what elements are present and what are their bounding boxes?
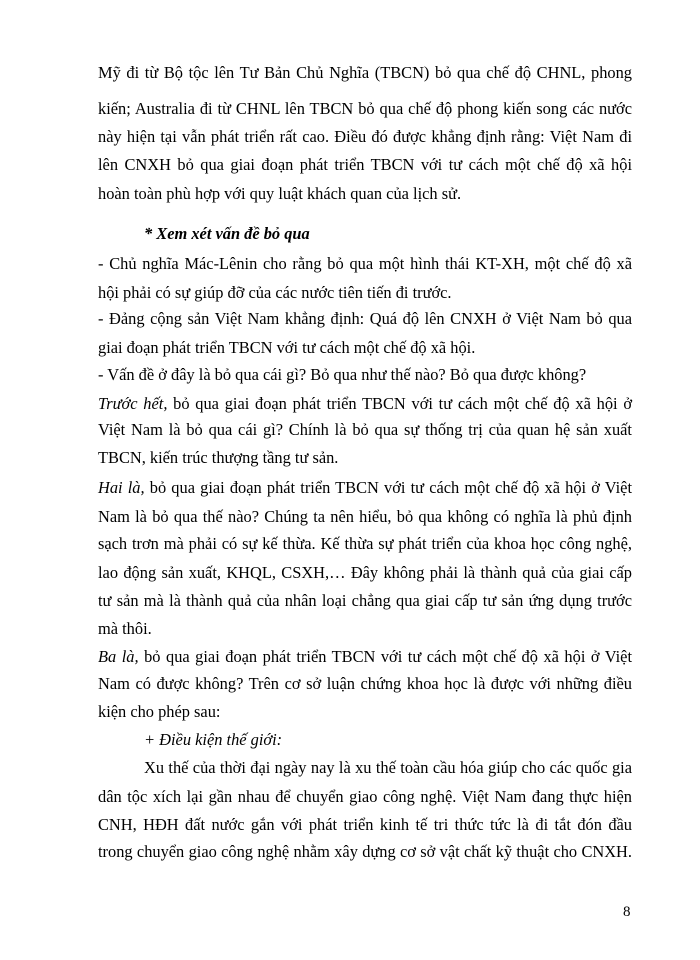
text-line (98, 420, 632, 440)
line-text: giai đoạn phát triển TBCN với tư cách một chế độ xã hội. (98, 338, 476, 357)
text-line (98, 815, 632, 835)
text-line (98, 254, 632, 274)
line-text: Xu thế của thời đại ngày nay là xu thế toàn cầu hóa giúp cho các quốc gia (144, 758, 632, 777)
text-line (98, 338, 632, 358)
page-number: 8 (623, 904, 631, 920)
text-line (98, 702, 632, 722)
line-text: bỏ qua giai đoạn phát triển TBCN với tư cách một chế độ xã hội ở Việt (138, 647, 633, 666)
text-line (98, 507, 632, 527)
line-text: - Chủ nghĩa Mác-Lênin cho rằng bỏ qua một hình thái KT-XH, một chế độ xã (98, 254, 632, 273)
line-text: + Điều kiện thế giới: (144, 730, 283, 749)
line-text: tư sản mà là thành quả của nhân loại chẳng qua giai cấp tư sản ứng dụng trước (98, 591, 632, 610)
text-line (98, 184, 632, 204)
text-line (98, 155, 632, 175)
text-line (144, 730, 632, 750)
text-line (98, 674, 632, 694)
line-text: Việt Nam là bỏ qua cái gì? Chính là bỏ qua sự thống trị của quan hệ sản xuất (98, 420, 632, 439)
text-line (144, 224, 632, 244)
line-text: kiện cho phép sau: (98, 702, 221, 721)
paragraph-lead: Ba là, (98, 647, 139, 666)
line-text: sạch trơn mà phải có sự kế thừa. Kế thừa sự phát triển của khoa học công nghệ, (98, 534, 632, 553)
line-text: - Vấn đề ở đây là bỏ qua cái gì? Bỏ qua như thế nào? Bỏ qua được không? (98, 365, 587, 384)
text-line (98, 842, 632, 862)
line-text: Nam là bỏ qua thế nào? Chúng ta nên hiểu, bỏ qua không có nghĩa là phủ định (98, 507, 632, 526)
line-text: * Xem xét vấn đề bỏ qua (144, 224, 310, 243)
text-line (98, 591, 632, 611)
line-text: hoàn toàn phù hợp với quy luật khách quan của lịch sử. (98, 184, 462, 203)
line-text: Mỹ đi từ Bộ tộc lên Tư Bản Chủ Nghĩa (TBCN) bỏ qua chế độ CHNL, phong (98, 63, 632, 82)
line-text: hội phải có sự giúp đỡ của các nước tiên tiến đi trước. (98, 283, 452, 302)
line-text: bỏ qua giai đoạn phát triển TBCN với tư cách một chế độ xã hội ở Việt (144, 478, 632, 497)
line-text: bỏ qua giai đoạn phát triển TBCN với tư cách một chế độ xã hội ở (167, 394, 632, 413)
line-text: TBCN, kiến trúc thượng tầng tư sản. (98, 448, 339, 467)
text-line (98, 283, 632, 303)
line-text: kiến; Australia đi từ CHNL lên TBCN bỏ qua chế độ phong kiến song các nước (98, 99, 632, 118)
line-text: trong chuyển giao công nghệ nhằm xây dựng cơ sở vật chất kỹ thuật cho CNXH. (98, 842, 632, 861)
line-text: CNH, HĐH đất nước gắn với phát triển kinh tế tri thức tức là đi tắt đón đầu (98, 815, 632, 834)
text-line (98, 394, 632, 414)
paragraph-lead: Trước hết, (98, 394, 168, 413)
text-line (98, 787, 632, 807)
text-line (98, 478, 632, 498)
text-line (98, 448, 632, 468)
text-line (98, 365, 632, 385)
paragraph-lead: Hai là, (98, 478, 145, 497)
line-text: lao động sản xuất, KHQL, CSXH,… Đây không phải là thành quả của giai cấp (98, 563, 632, 582)
text-line (98, 534, 632, 554)
line-text: lên CNXH bỏ qua giai đoạn phát triển TBCN với tư cách một chế độ xã hội (98, 155, 632, 174)
line-text: này hiện tại vẫn phát triển rất cao. Điều đó được khẳng định rằng: Việt Nam đi (98, 127, 632, 146)
text-line (98, 563, 632, 583)
line-text: dân tộc xích lại gần nhau để chuyển giao công nghệ. Việt Nam đang thực hiện (98, 787, 632, 806)
line-text: - Đảng cộng sản Việt Nam khẳng định: Quá độ lên CNXH ở Việt Nam bỏ qua (98, 309, 632, 328)
line-text: mà thôi. (98, 619, 152, 638)
text-line (98, 127, 632, 147)
text-line (144, 758, 632, 778)
line-text: Nam có được không? Trên cơ sở luận chứng khoa học là được với những điều (98, 674, 632, 693)
text-line (98, 647, 632, 667)
text-line (98, 99, 632, 119)
text-line (98, 309, 632, 329)
text-line (98, 63, 632, 83)
text-line (98, 619, 632, 639)
